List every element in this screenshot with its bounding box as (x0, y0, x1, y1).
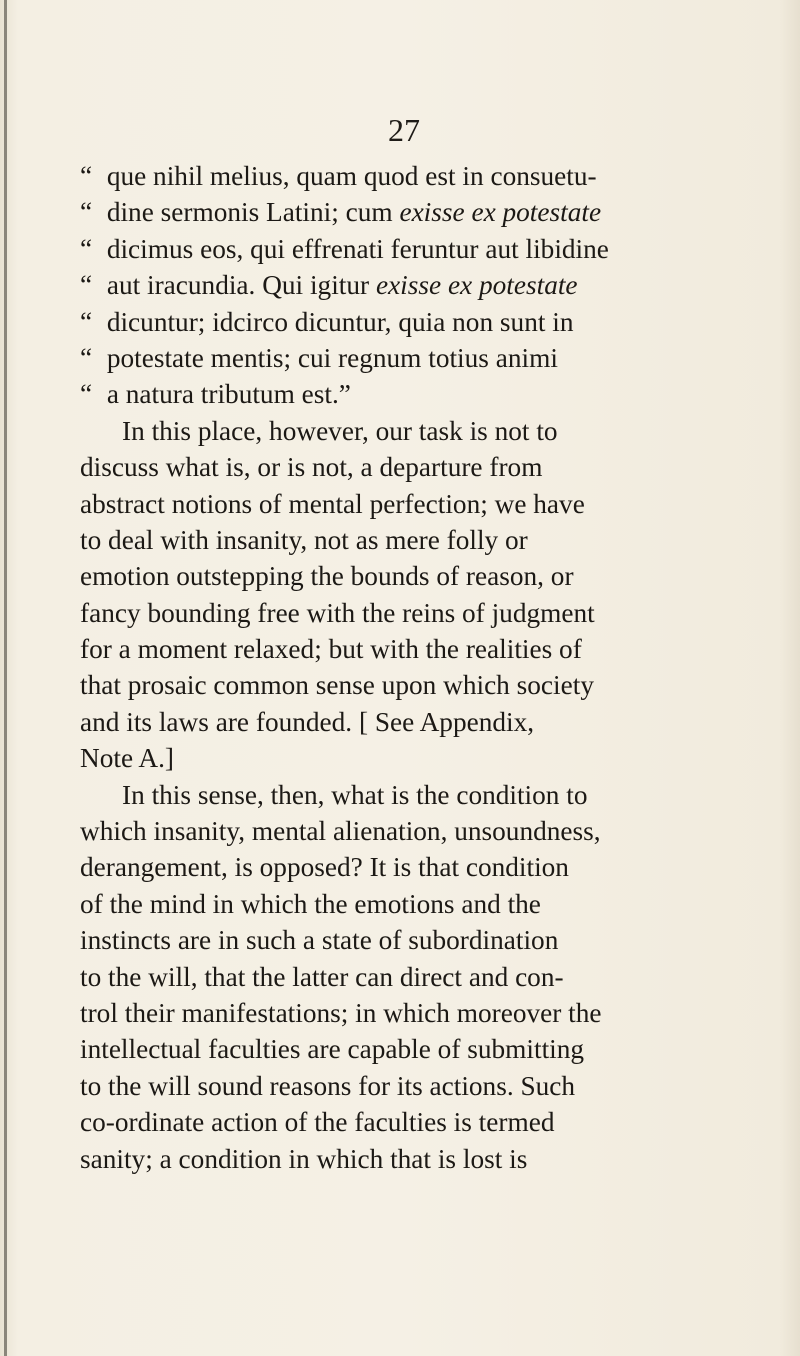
text-line: and its laws are founded. [ See Appendix, (80, 706, 535, 737)
text-line: co-ordinate action of the faculties is termed (80, 1107, 555, 1138)
text-line: to the will, that the latter can direct and con- (80, 961, 564, 992)
text-line: “ dine sermonis Latini; cum exisse ex potestate (80, 197, 602, 228)
text-line: fancy bounding free with the reins of judgment (80, 597, 595, 628)
text-line: derangement, is opposed? It is that condition (80, 852, 569, 883)
text-line: which insanity, mental alienation, unsoundness, (80, 816, 601, 847)
text-line: “ potestate mentis; cui regnum totius animi (80, 342, 558, 373)
binding-edge (4, 0, 7, 1356)
page-number: 27 (388, 112, 420, 148)
text-line: intellectual faculties are capable of submitting (80, 1034, 585, 1065)
text-line: sanity; a condition in which that is lost is (80, 1143, 528, 1174)
text-line: discuss what is, or is not, a departure from (80, 452, 543, 483)
latin-italic-phrase: exisse ex potestate (375, 270, 578, 301)
paragraph-start-line: In this place, however, our task is not to (122, 415, 558, 446)
text-line: “ aut iracundia. Qui igitur exisse ex potestate (80, 270, 578, 301)
text-line: that prosaic common sense upon which society (80, 670, 594, 701)
text-line: “ a natura tributum est.” (80, 379, 351, 410)
text-line: Note A.] (80, 743, 175, 774)
text-line: emotion outstepping the bounds of reason, or (80, 561, 574, 592)
latin-italic-phrase: exisse ex potestate (399, 197, 602, 228)
text-line: for a moment relaxed; but with the realities of (80, 634, 582, 665)
text-line: to the will sound reasons for its actions. Such (80, 1070, 576, 1101)
text-line: trol their manifestations; in which moreover the (80, 997, 602, 1028)
paragraph-start-line: In this sense, then, what is the condition to (122, 779, 588, 810)
text-line: instincts are in such a state of subordination (80, 925, 559, 956)
text-line: “ que nihil melius, quam quod est in consuetu- (80, 161, 597, 191)
body-text (80, 158, 747, 1177)
text-line: to deal with insanity, not as mere folly or (80, 524, 528, 555)
text-line: “ dicimus eos, qui effrenati feruntur aut libidine (80, 233, 609, 264)
text-line: “ dicuntur; idcirco dicuntur, quia non sunt in (80, 306, 574, 337)
text-line: abstract notions of mental perfection; we have (80, 488, 585, 519)
text-line: of the mind in which the emotions and the (80, 888, 541, 919)
